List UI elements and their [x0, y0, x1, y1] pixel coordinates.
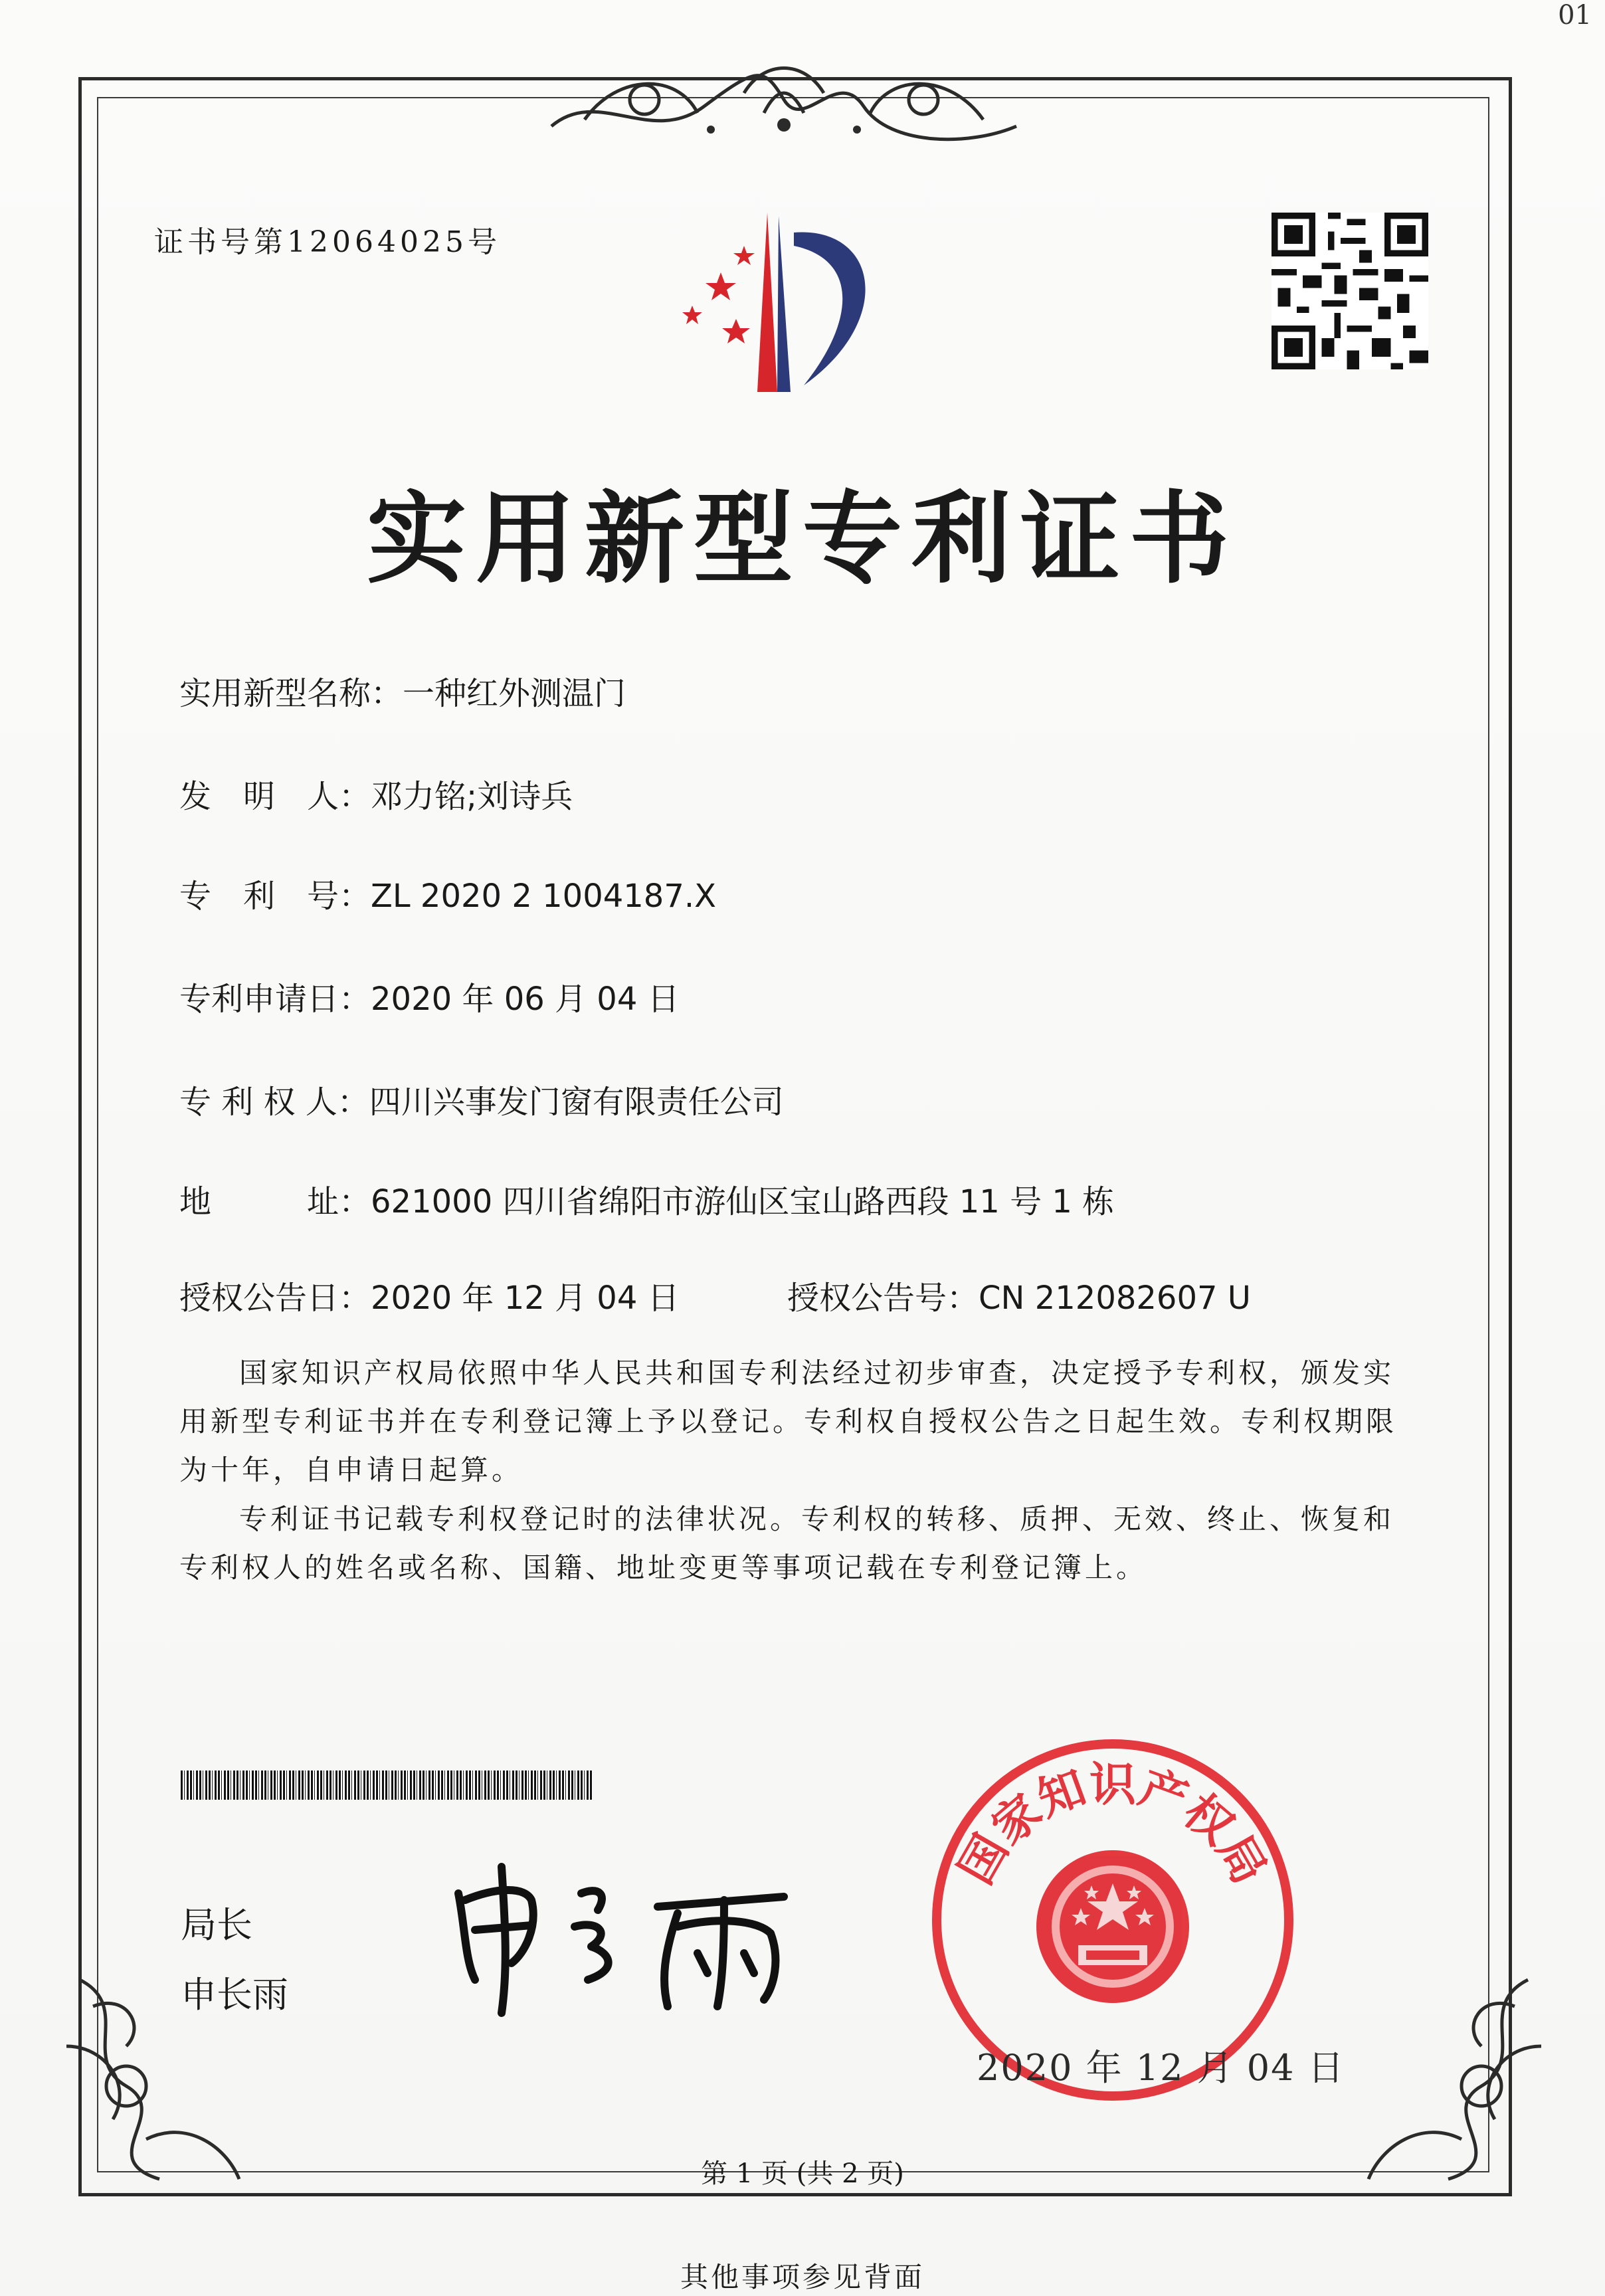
patent-number-row	[179, 870, 716, 916]
qr-code	[1272, 213, 1428, 369]
publication-number-row	[787, 1272, 1251, 1318]
application-date-label: 专利申请日：	[179, 981, 371, 1018]
patentee-label: 专 利 权 人：	[179, 1084, 369, 1121]
seal-date: 2020 年 12 月 04 日	[977, 2047, 1345, 2089]
grant-date-value: 2020 年 12 月 04 日	[371, 1280, 680, 1317]
director-signature	[438, 1847, 810, 2020]
address-label: 地 址：	[179, 1183, 371, 1220]
certificate-title: 实用新型专利证书	[366, 482, 1238, 597]
utility-model-name-row	[179, 668, 626, 714]
inventor-value: 邓力铭;刘诗兵	[371, 778, 573, 815]
certificate-number: 证书号第12064025号	[154, 225, 501, 259]
address-row	[179, 1176, 1114, 1222]
svg-text:国家知识产权局: 国家知识产权局	[948, 1757, 1277, 1893]
publication-number-label: 授权公告号：	[787, 1280, 979, 1317]
publication-number-value: CN 212082607 U	[979, 1280, 1251, 1317]
corner-mark: 01	[1558, 0, 1592, 31]
barcode	[181, 1770, 593, 1800]
name-label: 实用新型名称：	[179, 675, 403, 712]
director-name: 申长雨	[181, 1974, 288, 2016]
inventor-label: 发 明 人：	[179, 778, 371, 815]
grant-date-row	[179, 1272, 680, 1318]
address-value: 621000 四川省绵阳市游仙区宝山路西段 11 号 1 栋	[371, 1183, 1115, 1220]
application-date-value: 2020 年 06 月 04 日	[371, 981, 680, 1018]
footer-note: 其他事项参见背面	[680, 2261, 925, 2293]
top-ornament	[545, 47, 1023, 146]
patent-number-label: 专 利 号：	[179, 878, 371, 915]
director-title: 局长	[181, 1904, 252, 1946]
grant-date-label: 授权公告日：	[179, 1280, 371, 1317]
grant-statement-paragraph: 国家知识产权局依照中华人民共和国专利法经过初步审查，决定授予专利权，颁发实用新型专利证书并在专利登记簿上予以登记。专利权自授权公告之日起生效。专利权期限为十年，自申请日起算。	[179, 1357, 1398, 1486]
cnipa-logo	[658, 206, 917, 405]
patent-number-value: ZL 2020 2 1004187.X	[371, 878, 717, 915]
inventor-row	[179, 771, 573, 816]
legal-status-paragraph: 专利证书记载专利权登记时的法律状况。专利权的转移、质押、无效、终止、恢复和专利权人的姓名或名称、国籍、地址变更等事项记载在专利登记簿上。	[179, 1503, 1395, 1584]
patentee-row	[179, 1076, 784, 1122]
page-number: 第 1 页 (共 2 页)	[701, 2158, 904, 2189]
patentee-value: 四川兴事发门窗有限责任公司	[369, 1084, 784, 1121]
application-date-row	[179, 973, 680, 1019]
name-value: 一种红外测温门	[403, 675, 626, 712]
